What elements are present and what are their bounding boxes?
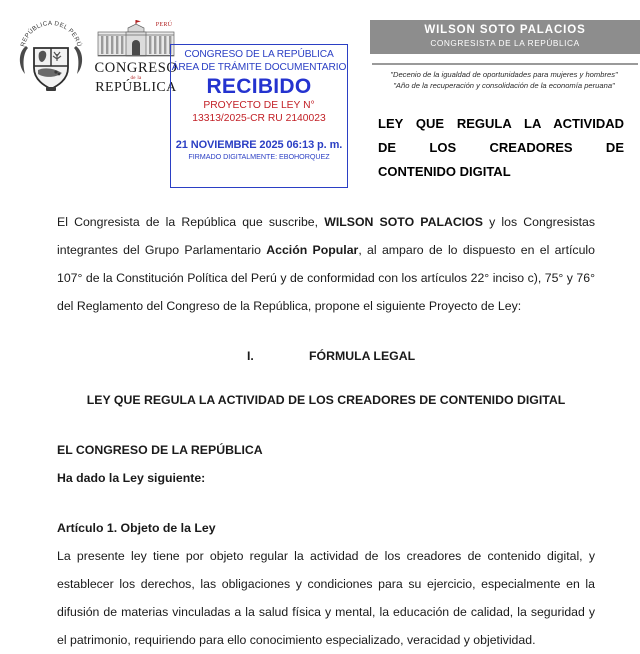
congress-logo-connector: de la bbox=[130, 75, 142, 81]
document-header bbox=[0, 0, 640, 200]
legislative-palace-icon bbox=[92, 18, 180, 60]
svg-text:PERÚ: PERÚ bbox=[155, 22, 173, 28]
intro-part-3: , al amparo de lo dispuesto en el artículo 107° de la Constitución Política del Perú y de conformidad con los artículos 22° inciso c), 75° y 76° del Reglamento del Congreso de la República, propone el siguiente Proyecto de Ley: bbox=[57, 243, 595, 313]
motto-line-1: "Decenio de la igualdad de oportunidades para mujeres y hombres" bbox=[390, 70, 618, 79]
header-divider bbox=[372, 63, 638, 65]
congressman-role: CONGRESISTA DE LA REPÚBLICA bbox=[430, 38, 580, 48]
stamp-digital-signature: FIRMADO DIGITALMENTE: EBOHORQUEZ bbox=[188, 152, 330, 161]
intro-part-2: y los Congresistas integrantes del Grupo Parlamentario bbox=[57, 215, 595, 257]
intro-party-name: Acción Popular bbox=[266, 243, 359, 257]
document-body bbox=[57, 208, 595, 654]
stamp-project-label: PROYECTO DE LEY N° bbox=[203, 100, 315, 111]
stamp-received-label: RECIBIDO bbox=[206, 75, 312, 98]
stamp-area: ÁREA DE TRÁMITE DOCUMENTARIO bbox=[171, 61, 347, 73]
article-1-text: La presente ley tiene por objeto regular la actividad de los creadores de contenido digital, y establecer los derechos, las obligaciones y condiciones para su ejercicio, especialmente en la difusión de materias vinculadas a la salud física y mental, la educación de calidad, la seguridad y el patrimonio, requiriendo para ello conocimiento especializado, veracidad y objetividad. bbox=[57, 549, 595, 647]
congressman-banner bbox=[370, 20, 640, 54]
law-title-centered: LEY QUE REGULA LA ACTIVIDAD DE LOS CREADORES DE CONTENIDO DIGITAL bbox=[86, 393, 566, 407]
intro-congressman-name: WILSON SOTO PALACIOS bbox=[324, 215, 483, 229]
motto-line-2: "Año de la recuperación y consolidación de la economía peruana" bbox=[393, 80, 615, 90]
peru-coat-of-arms-icon bbox=[12, 16, 90, 96]
header-law-title bbox=[378, 112, 624, 184]
header-law-title-line-3: CONTENIDO DIGITAL bbox=[378, 164, 511, 179]
stamp-project-number: 13313/2025-CR RU 2140023 bbox=[192, 113, 326, 124]
stamp-institution: CONGRESO DE LA REPÚBLICA bbox=[184, 49, 334, 60]
stamp-datetime: 21 NOVIEMBRE 2025 06:13 p. m. bbox=[175, 139, 343, 151]
congress-logo-line1: CONGRESO bbox=[94, 60, 178, 76]
congress-logo bbox=[92, 18, 180, 98]
intro-paragraph bbox=[57, 208, 595, 320]
header-law-title-line-1: LEY QUE REGULA LA ACTIVIDAD bbox=[378, 116, 624, 131]
section-number: I. bbox=[247, 349, 254, 363]
section-title: FÓRMULA LEGAL bbox=[309, 349, 416, 363]
congressman-name: WILSON SOTO PALACIOS bbox=[424, 24, 586, 36]
congress-logo-line2: REPÚBLICA bbox=[95, 79, 177, 95]
svg-text:REPÚBLICA DEL PERÚ: REPÚBLICA DEL PERÚ bbox=[19, 19, 83, 48]
article-1-heading: Artículo 1. Objeto de la Ley bbox=[57, 521, 216, 535]
law-given-line: Ha dado la Ley siguiente: bbox=[57, 471, 206, 485]
national-mottos bbox=[370, 70, 638, 91]
header-law-title-line-2: DE LOS CREADORES DE bbox=[378, 140, 624, 155]
section-formula-legal bbox=[247, 342, 595, 370]
congress-declaration: EL CONGRESO DE LA REPÚBLICA bbox=[57, 443, 263, 457]
reception-stamp bbox=[170, 44, 348, 188]
intro-part-1: El Congresista de la República que suscribe, bbox=[57, 215, 325, 229]
